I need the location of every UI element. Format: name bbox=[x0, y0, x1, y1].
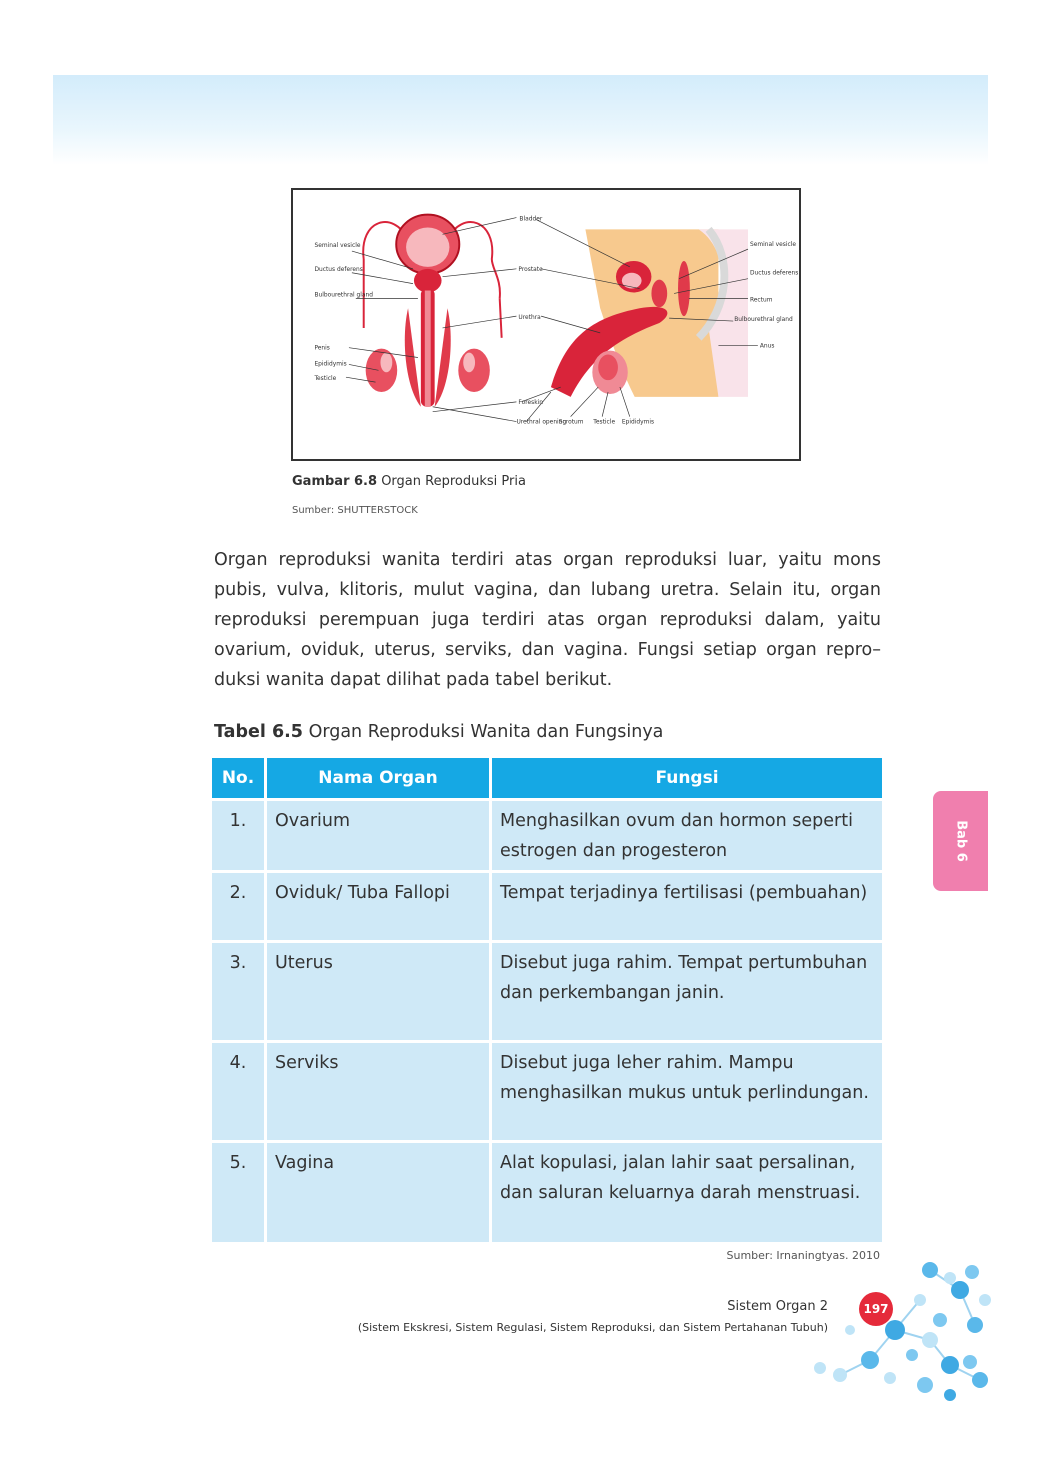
body-paragraph: Organ reproduksi wanita terdiri atas organ reproduksi luar, yaitu mons pubis, vulva, klitoris, mulut vagina, dan lubang uretra. Selain itu, organ reproduksi perempuan juga terdiri atas organ reproduksi dalam, yaitu ovarium, oviduk, uterus, serviks, dan vagina. Fungsi setiap organ repro–duksi wanita dapat dilihat pada tabel berikut. bbox=[214, 550, 881, 690]
label-foreskin: Foreskin bbox=[518, 399, 544, 406]
side-view bbox=[551, 229, 748, 397]
label-rectum: Rectum bbox=[749, 297, 773, 304]
header-band bbox=[53, 75, 988, 165]
table-row bbox=[212, 942, 882, 1042]
table-header-row bbox=[212, 758, 882, 800]
label-urethral-opening: Urethral opening bbox=[516, 419, 567, 426]
organ-table bbox=[212, 758, 882, 1242]
front-view bbox=[363, 215, 501, 407]
label-bulbourethral-right: Bulbourethral gland bbox=[734, 317, 793, 324]
chapter-tab-label: Bab 6 bbox=[953, 820, 968, 862]
label-epididymis-left: Epididymis bbox=[314, 361, 347, 368]
label-scrotum: Scrotum bbox=[558, 419, 584, 426]
label-anus: Anus bbox=[759, 343, 775, 350]
header-no: No. bbox=[212, 758, 266, 800]
label-urethra: Urethra bbox=[518, 315, 541, 322]
header-nama-organ: Nama Organ bbox=[266, 758, 491, 800]
row-nama: Ovarium bbox=[266, 800, 491, 872]
label-penis: Penis bbox=[314, 345, 330, 352]
row-fungsi: Menghasilkan ovum dan hormon seperti estrogen dan progesteron bbox=[491, 800, 883, 872]
label-prostate: Prostate bbox=[518, 266, 543, 273]
footer-book-subtitle: (Sistem Ekskresi, Sistem Regulasi, Sistem Reproduksi, dan Sistem Pertahanan Tubuh) bbox=[357, 1321, 828, 1334]
molecule-decoration bbox=[800, 1250, 992, 1410]
table-title-label: Tabel 6.5 bbox=[214, 722, 303, 742]
anatomy-figure bbox=[291, 188, 801, 461]
label-testicle-bottom: Testicle bbox=[593, 419, 616, 426]
figure-caption-text: Organ Reproduksi Pria bbox=[381, 474, 526, 489]
row-no: 5. bbox=[212, 1142, 266, 1242]
row-fungsi: Disebut juga rahim. Tempat pertumbuhan dan perkembangan janin. bbox=[491, 942, 883, 1042]
label-seminal-vesicle-right: Seminal vesicle bbox=[749, 242, 796, 249]
row-fungsi: Disebut juga leher rahim. Mampu menghasilkan mukus untuk perlindungan. bbox=[491, 1042, 883, 1142]
row-nama: Oviduk/ Tuba Fallopi bbox=[266, 872, 491, 942]
table-row bbox=[212, 872, 882, 942]
label-ductus-deferens-left: Ductus deferens bbox=[314, 266, 363, 273]
table-title bbox=[214, 722, 663, 742]
row-no: 2. bbox=[212, 872, 266, 942]
row-fungsi: Alat kopulasi, jalan lahir saat persalinan, dan saluran keluarnya darah menstruasi. bbox=[491, 1142, 883, 1242]
row-no: 4. bbox=[212, 1042, 266, 1142]
table-row bbox=[212, 1142, 882, 1242]
header-fungsi: Fungsi bbox=[491, 758, 883, 800]
table-row bbox=[212, 800, 882, 872]
label-bulbourethral-left: Bulbourethral gland bbox=[314, 292, 374, 299]
label-seminal-vesicle-left: Seminal vesicle bbox=[314, 243, 361, 250]
label-ductus-deferens-right: Ductus deferens bbox=[749, 270, 799, 277]
figure-caption bbox=[292, 474, 526, 489]
row-no: 1. bbox=[212, 800, 266, 872]
table-source: Sumber: Irnaningtyas. 2010 bbox=[726, 1249, 880, 1262]
footer-book-title: Sistem Organ 2 bbox=[727, 1299, 828, 1314]
table-row bbox=[212, 1042, 882, 1142]
row-no: 3. bbox=[212, 942, 266, 1042]
label-bladder: Bladder bbox=[519, 216, 543, 223]
figure-caption-label: Gambar 6.8 bbox=[292, 474, 378, 489]
table-title-text: Organ Reproduksi Wanita dan Fungsinya bbox=[308, 722, 664, 742]
figure-source: Sumber: SHUTTERSTOCK bbox=[292, 505, 418, 516]
label-epididymis-bottom: Epididymis bbox=[621, 419, 655, 426]
row-nama: Serviks bbox=[266, 1042, 491, 1142]
label-testicle-left: Testicle bbox=[314, 376, 337, 383]
row-nama: Uterus bbox=[266, 942, 491, 1042]
page-number-badge: 197 bbox=[859, 1292, 893, 1326]
row-fungsi: Tempat terjadinya fertilisasi (pembuahan) bbox=[491, 872, 883, 942]
chapter-tab[interactable] bbox=[933, 791, 988, 891]
row-nama: Vagina bbox=[266, 1142, 491, 1242]
male-reproductive-illustration bbox=[293, 190, 799, 459]
